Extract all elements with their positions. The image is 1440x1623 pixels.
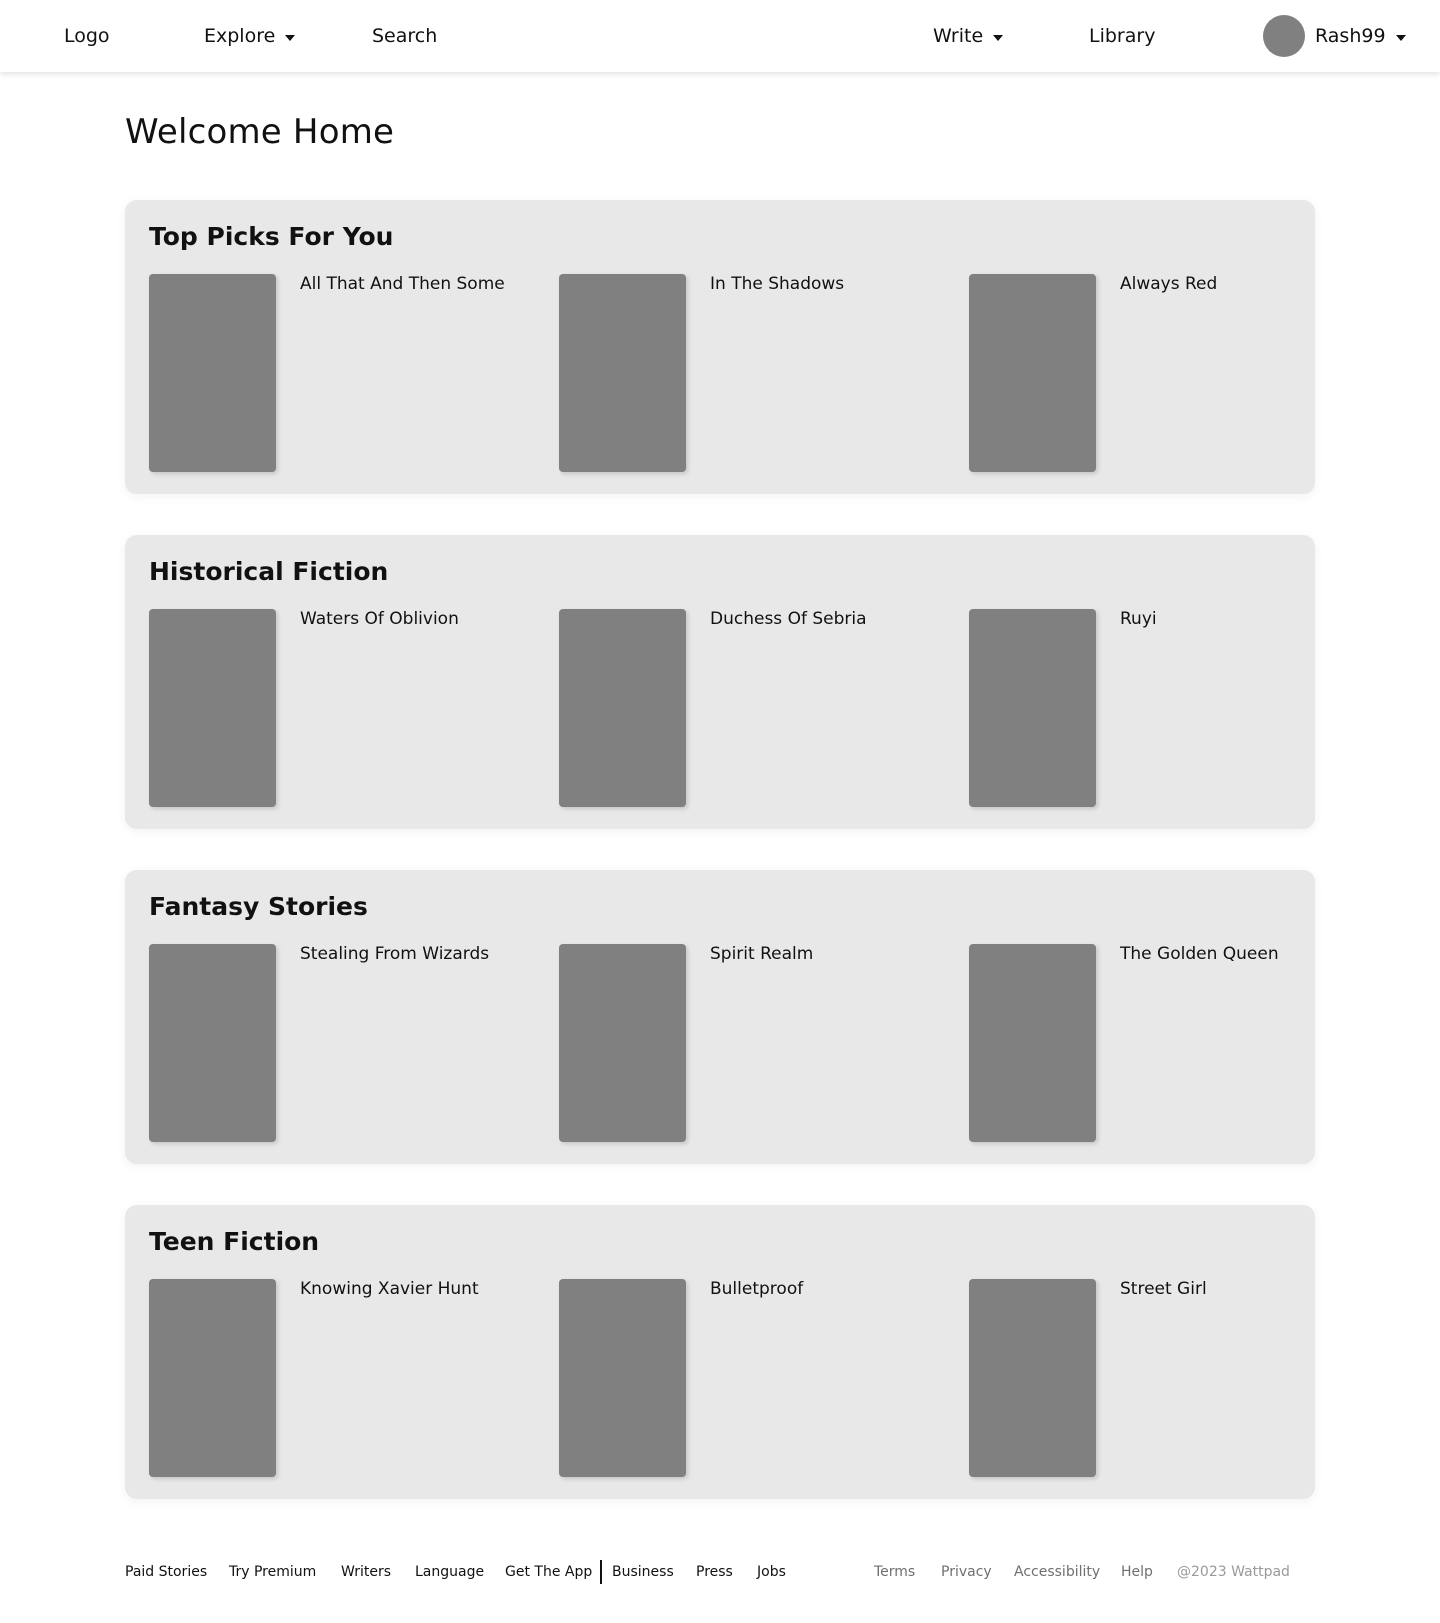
book-cover xyxy=(559,1279,686,1477)
book-title: Stealing From Wizards xyxy=(300,944,490,964)
explore-menu[interactable] xyxy=(204,0,295,72)
chevron-down-icon xyxy=(1396,35,1406,41)
book-cover xyxy=(969,609,1096,807)
book-cover xyxy=(149,274,276,472)
top-navigation-bar xyxy=(0,0,1440,72)
book-cover xyxy=(559,274,686,472)
book-cover xyxy=(149,609,276,807)
footer-link-privacy[interactable]: Privacy xyxy=(941,1564,992,1580)
footer-link-help[interactable]: Help xyxy=(1121,1564,1153,1580)
footer-link-language[interactable]: Language xyxy=(415,1564,485,1580)
explore-label: Explore xyxy=(204,25,276,47)
book-title: All That And Then Some xyxy=(300,274,505,294)
book-title: Bulletproof xyxy=(710,1279,804,1299)
logo[interactable]: Logo xyxy=(64,25,110,47)
footer-divider xyxy=(600,1560,602,1584)
username: Rash99 xyxy=(1315,25,1386,47)
footer-link-business[interactable]: Business xyxy=(612,1564,674,1580)
book-card[interactable] xyxy=(149,274,529,472)
book-cover xyxy=(969,1279,1096,1477)
section-title: Historical Fiction xyxy=(149,557,389,586)
book-card[interactable] xyxy=(969,609,1349,807)
chevron-down-icon xyxy=(993,35,1003,41)
book-card[interactable] xyxy=(969,944,1349,1142)
book-cover xyxy=(149,1279,276,1477)
page-title: Welcome Home xyxy=(125,112,395,152)
section-title: Top Picks For You xyxy=(149,222,394,251)
avatar xyxy=(1263,15,1305,57)
book-title: Waters Of Oblivion xyxy=(300,609,459,629)
footer-link-terms[interactable]: Terms xyxy=(874,1564,916,1580)
book-card[interactable] xyxy=(559,274,939,472)
book-cover xyxy=(559,944,686,1142)
book-title: Duchess Of Sebria xyxy=(710,609,867,629)
book-title: Street Girl xyxy=(1120,1279,1207,1299)
book-cover xyxy=(969,944,1096,1142)
footer-copyright: @2023 Wattpad xyxy=(1177,1564,1290,1580)
section-teen-fiction xyxy=(125,1205,1315,1499)
footer-link-writers[interactable]: Writers xyxy=(341,1564,392,1580)
library-link[interactable]: Library xyxy=(1089,25,1156,47)
section-historical-fiction xyxy=(125,535,1315,829)
book-card[interactable] xyxy=(969,1279,1349,1477)
write-menu[interactable] xyxy=(933,0,1003,72)
book-card[interactable] xyxy=(149,1279,529,1477)
book-cover xyxy=(149,944,276,1142)
write-label: Write xyxy=(933,25,984,47)
footer xyxy=(0,1560,1440,1600)
footer-link-try-premium[interactable]: Try Premium xyxy=(229,1564,317,1580)
section-title: Fantasy Stories xyxy=(149,892,368,921)
section-fantasy-stories xyxy=(125,870,1315,1164)
book-title: Spirit Realm xyxy=(710,944,814,964)
footer-link-press[interactable]: Press xyxy=(696,1564,733,1580)
book-card[interactable] xyxy=(559,944,939,1142)
book-card[interactable] xyxy=(559,1279,939,1477)
book-cover xyxy=(559,609,686,807)
user-menu[interactable] xyxy=(1263,0,1406,72)
footer-link-get-the-app[interactable]: Get The App xyxy=(505,1564,593,1580)
section-top-picks xyxy=(125,200,1315,494)
footer-link-accessibility[interactable]: Accessibility xyxy=(1014,1564,1101,1580)
book-title: Always Red xyxy=(1120,274,1218,294)
book-title: Ruyi xyxy=(1120,609,1157,629)
book-title: In The Shadows xyxy=(710,274,845,294)
search-link[interactable]: Search xyxy=(372,25,438,47)
book-card[interactable] xyxy=(559,609,939,807)
book-cover xyxy=(969,274,1096,472)
footer-link-paid-stories[interactable]: Paid Stories xyxy=(125,1564,208,1580)
footer-link-jobs[interactable]: Jobs xyxy=(757,1564,786,1580)
book-card[interactable] xyxy=(149,944,529,1142)
chevron-down-icon xyxy=(285,35,295,41)
book-title: Knowing Xavier Hunt xyxy=(300,1279,479,1299)
section-title: Teen Fiction xyxy=(149,1227,320,1256)
book-title: The Golden Queen xyxy=(1120,944,1279,964)
book-card[interactable] xyxy=(969,274,1349,472)
book-card[interactable] xyxy=(149,609,529,807)
